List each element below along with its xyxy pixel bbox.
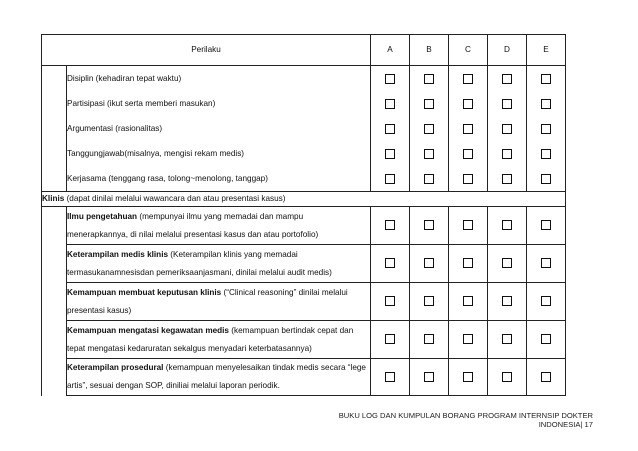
- checkbox[interactable]: [385, 258, 395, 268]
- score-cell: [527, 359, 566, 396]
- checkbox[interactable]: [463, 258, 473, 268]
- checkbox[interactable]: [463, 149, 473, 159]
- criterion-row: [42, 321, 566, 359]
- checkbox[interactable]: [463, 372, 473, 382]
- header-col-d: D: [488, 35, 527, 66]
- behavior-item: Argumentasi (rasionalitas): [67, 123, 163, 133]
- checkbox[interactable]: [385, 296, 395, 306]
- indent-cell: [42, 66, 67, 192]
- score-cell: [527, 207, 566, 245]
- score-cell: [410, 207, 449, 245]
- checkbox[interactable]: [502, 124, 512, 134]
- checkbox[interactable]: [424, 296, 434, 306]
- score-cell: [449, 321, 488, 359]
- criterion-title: Kemampuan membuat keputusan klinis: [67, 287, 222, 297]
- score-cell: [488, 245, 527, 283]
- section-title: [42, 192, 566, 207]
- score-cell: [488, 359, 527, 396]
- checkbox[interactable]: [541, 174, 551, 184]
- section-title-bold: Klinis: [42, 194, 65, 203]
- header-behavior: Perilaku: [42, 35, 371, 66]
- header-col-e: E: [527, 35, 566, 66]
- indent-cell: [42, 359, 67, 396]
- checkbox[interactable]: [502, 258, 512, 268]
- criterion-line-2: presentasi kasus): [67, 305, 132, 315]
- behavior-col-d: [488, 66, 527, 192]
- criterion-title: Kemampuan mengatasi kegawatan medis: [67, 325, 229, 335]
- score-cell: [371, 245, 410, 283]
- checkbox[interactable]: [541, 99, 551, 109]
- checkbox[interactable]: [541, 258, 551, 268]
- score-cell: [527, 283, 566, 321]
- checkbox[interactable]: [385, 99, 395, 109]
- section-title-rest: (dapat dinilai melalui wawancara dan atau presentasi kasus): [64, 194, 286, 203]
- checkbox[interactable]: [541, 74, 551, 84]
- checkbox[interactable]: [424, 174, 434, 184]
- checkbox[interactable]: [541, 296, 551, 306]
- checkbox[interactable]: [424, 149, 434, 159]
- criterion-cell: [67, 359, 371, 396]
- criterion-line-1: [67, 362, 370, 374]
- score-cell: [410, 359, 449, 396]
- score-cell: [449, 283, 488, 321]
- checkbox[interactable]: [502, 334, 512, 344]
- behavior-item: Disiplin (kehadiran tepat waktu): [67, 73, 182, 83]
- header-col-c: C: [449, 35, 488, 66]
- checkbox[interactable]: [541, 334, 551, 344]
- score-cell: [449, 359, 488, 396]
- score-cell: [371, 283, 410, 321]
- checkbox[interactable]: [424, 334, 434, 344]
- behavior-col-a: [371, 66, 410, 192]
- criterion-desc: (“Clinical reasoning” dinilai melalui: [221, 287, 348, 297]
- criterion-title: Keterampilan medis klinis: [67, 249, 169, 259]
- criterion-title: Keterampilan prosedural: [67, 363, 164, 372]
- criterion-line-2: menerapkannya, di nilai melalui presentasi kasus dan atau portofolio): [67, 229, 319, 239]
- checkbox[interactable]: [424, 74, 434, 84]
- score-cell: [371, 207, 410, 245]
- checkbox[interactable]: [463, 124, 473, 134]
- checkbox[interactable]: [502, 149, 512, 159]
- checkbox[interactable]: [463, 296, 473, 306]
- section-row: [42, 192, 566, 207]
- criterion-line-2: tepat mengatasi kedaruratan sekalgus menyadari keterbatasannya): [67, 343, 312, 353]
- checkbox[interactable]: [385, 149, 395, 159]
- checkbox[interactable]: [463, 220, 473, 230]
- header-row: [42, 35, 566, 66]
- indent-cell: [42, 321, 67, 359]
- score-cell: [488, 283, 527, 321]
- checkbox[interactable]: [502, 372, 512, 382]
- checkbox[interactable]: [424, 258, 434, 268]
- checkbox[interactable]: [424, 220, 434, 230]
- behavior-block: [42, 66, 566, 192]
- score-cell: [488, 321, 527, 359]
- behavior-col-b: [410, 66, 449, 192]
- indent-cell: [42, 283, 67, 321]
- checkbox[interactable]: [385, 74, 395, 84]
- checkbox[interactable]: [385, 372, 395, 382]
- criterion-cell: [67, 207, 371, 245]
- checkbox[interactable]: [502, 296, 512, 306]
- criterion-row: [42, 283, 566, 321]
- checkbox[interactable]: [502, 174, 512, 184]
- criterion-line-1: [67, 249, 370, 261]
- score-cell: [410, 283, 449, 321]
- header-col-b: B: [410, 35, 449, 66]
- score-cell: [527, 321, 566, 359]
- checkbox[interactable]: [424, 124, 434, 134]
- checkbox[interactable]: [502, 220, 512, 230]
- criterion-line-1: [67, 325, 370, 337]
- criterion-line-2: artis”, sesuai dengan SOP, diniliai melalui laporan periodik.: [67, 381, 280, 390]
- criterion-line-1: [67, 287, 370, 299]
- checkbox[interactable]: [385, 174, 395, 184]
- assessment-table: [41, 34, 566, 396]
- indent-cell: [42, 245, 67, 283]
- checkbox[interactable]: [385, 334, 395, 344]
- checkbox[interactable]: [385, 220, 395, 230]
- criterion-row: [42, 245, 566, 283]
- behavior-item: Kerjasama (tenggang rasa, tolong~menolong, tanggap): [67, 173, 268, 183]
- score-cell: [371, 321, 410, 359]
- score-cell: [449, 245, 488, 283]
- score-cell: [410, 245, 449, 283]
- criterion-desc: (Keterampilan klinis yang memadai: [168, 249, 298, 259]
- checkbox[interactable]: [502, 99, 512, 109]
- criterion-cell: [67, 283, 371, 321]
- criterion-line-1: [67, 211, 370, 223]
- criterion-row: [42, 207, 566, 245]
- score-cell: [371, 359, 410, 396]
- page-footer: BUKU LOG DAN KUMPULAN BORANG PROGRAM INTERNSIP DOKTER INDONESIA| 17: [338, 411, 593, 429]
- score-cell: [527, 245, 566, 283]
- checkbox[interactable]: [463, 174, 473, 184]
- header-col-a: A: [371, 35, 410, 66]
- checkbox[interactable]: [541, 372, 551, 382]
- behavior-col-c: [449, 66, 488, 192]
- checkbox[interactable]: [502, 74, 512, 84]
- checkbox[interactable]: [541, 220, 551, 230]
- criterion-cell: [67, 245, 371, 283]
- behavior-col-e: [527, 66, 566, 192]
- score-cell: [410, 321, 449, 359]
- checkbox[interactable]: [541, 124, 551, 134]
- criterion-desc: (mempunyai ilmu yang memadai dan mampu: [137, 211, 304, 221]
- checkbox[interactable]: [463, 334, 473, 344]
- criterion-title: Ilmu pengetahuan: [67, 211, 138, 221]
- checkbox[interactable]: [463, 74, 473, 84]
- behavior-list: [67, 66, 371, 192]
- checkbox[interactable]: [424, 99, 434, 109]
- score-cell: [449, 207, 488, 245]
- score-cell: [488, 207, 527, 245]
- criterion-desc: (kemampuan menyelesaikan tindak medis secara “lege: [163, 363, 366, 372]
- criterion-row: [42, 359, 566, 396]
- checkbox[interactable]: [424, 372, 434, 382]
- checkbox[interactable]: [463, 99, 473, 109]
- criterion-line-2: termasukanamnesisdan pemeriksaanjasmani, dinilai melalui audit medis): [67, 267, 332, 277]
- checkbox[interactable]: [385, 124, 395, 134]
- behavior-item: Partisipasi (ikut serta memberi masukan): [67, 98, 216, 108]
- behavior-item: Tanggungjawab(misalnya, mengisi rekam medis): [67, 148, 245, 158]
- checkbox[interactable]: [541, 149, 551, 159]
- criterion-cell: [67, 321, 371, 359]
- indent-cell: [42, 207, 67, 245]
- criterion-desc: (kemampuan bertindak cepat dan: [229, 325, 354, 335]
